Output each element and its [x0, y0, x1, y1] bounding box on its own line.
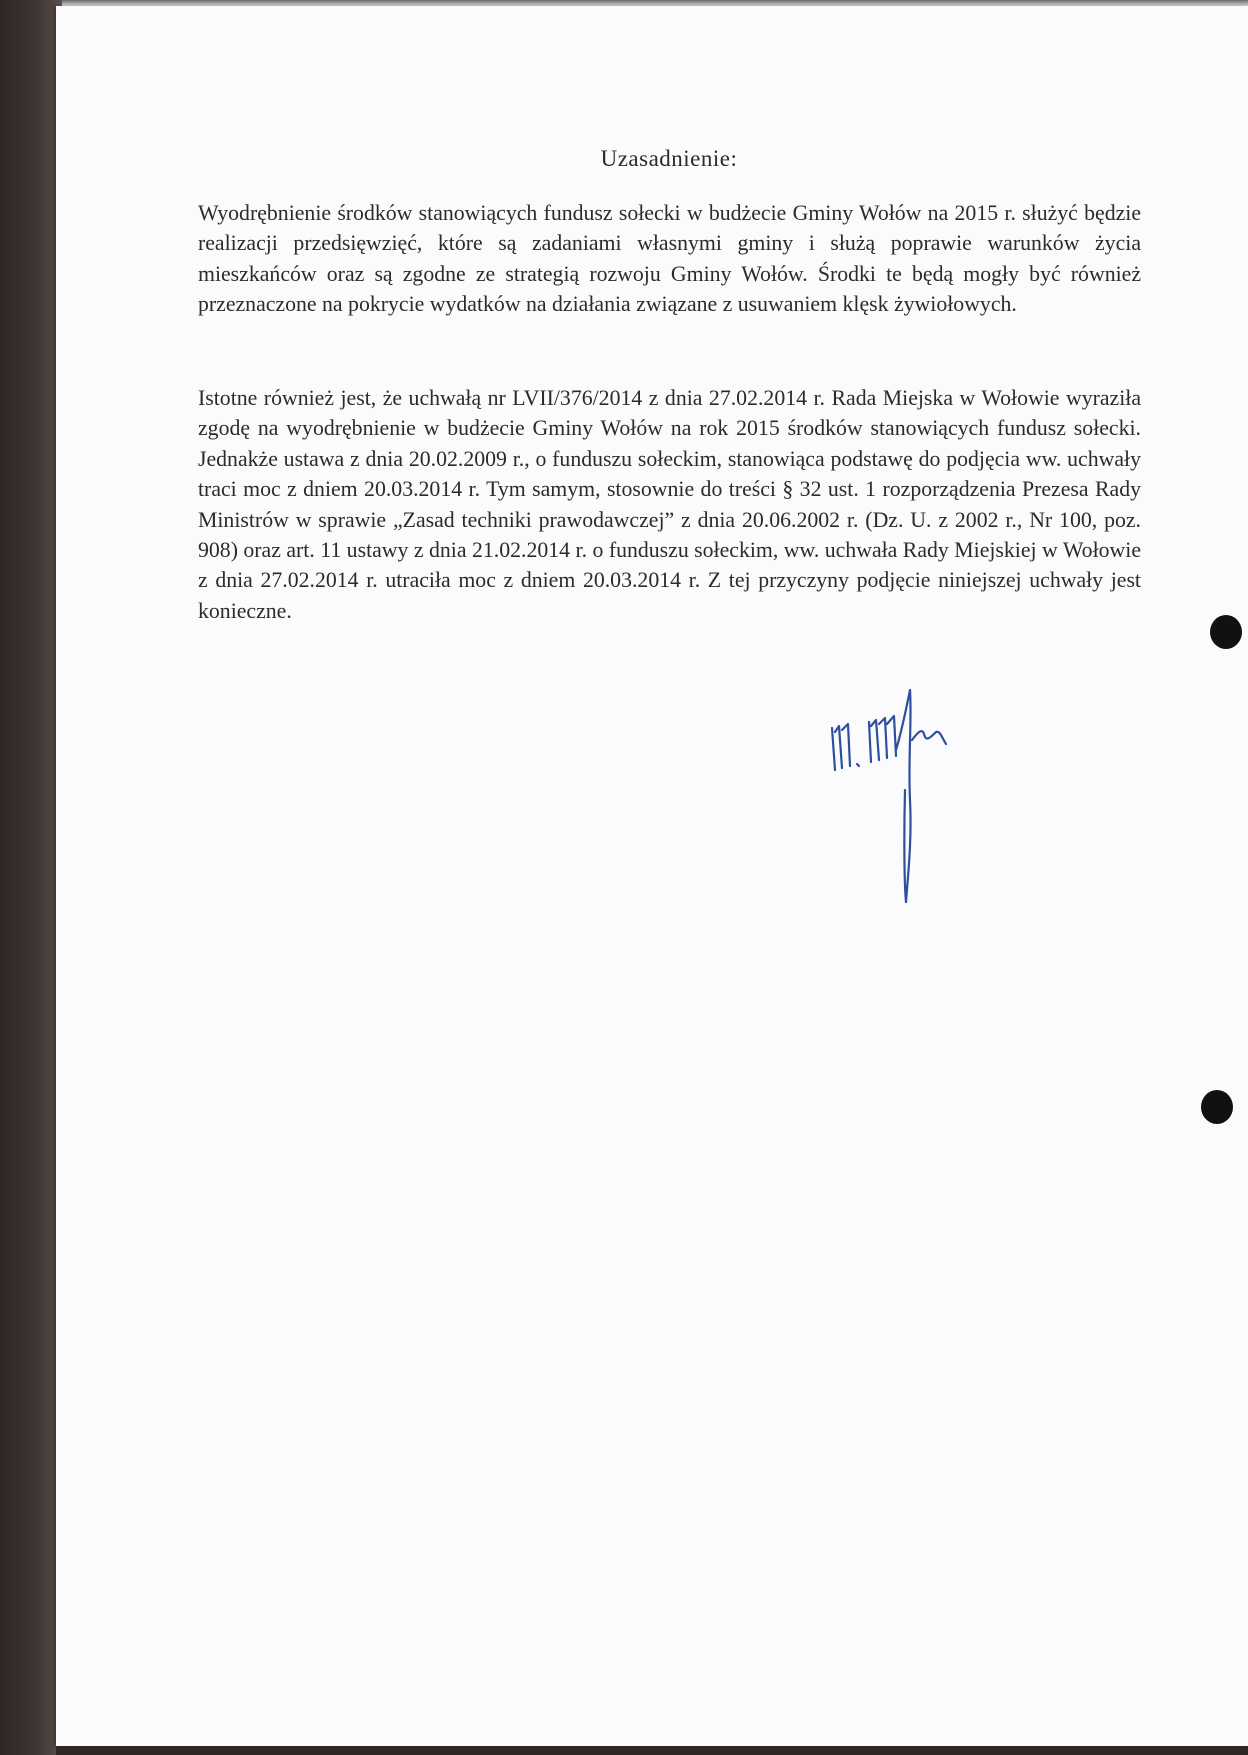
handwritten-signature — [824, 680, 974, 910]
document-title: Uzasadnienie: — [600, 146, 738, 171]
paragraph-1: Wyodrębnienie środków stanowiących fundusz sołecki w budżecie Gminy Wołów na 2015 r. służyć będzie realizacji przedsięwzięć, które są zadaniami własnymi gminy i służą poprawie warunków życia mieszkańców oraz są zgodne ze strategią rozwoju Gminy Wołów. Środki te będą mogły być również przeznaczone na pokrycie wydatków na działania związane z usuwaniem klęsk żywiołowych. — [198, 201, 1141, 317]
scan-border — [0, 0, 62, 1755]
punch-hole — [1210, 615, 1242, 649]
paragraph-2: Istotne również jest, że uchwałą nr LVII/376/2014 z dnia 27.02.2014 r. Rada Miejska w Wołowie wyraziła zgodę na wyodrębnienie w budżecie Gminy Wołów na rok 2015 środków stanowiących fundusz sołecki. Jednakże ustawa z dnia 20.02.2009 r., o funduszu sołeckim, stanowiąca podstawę do podjęcia ww. uchwały traci moc z dniem 20.03.2014 r. Tym samym, stosownie do treści § 32 ust. 1 rozporządzenia Prezesa Rady Ministrów w sprawie „Zasad techniki prawodawczej” z dnia 20.06.2002 r. (Dz. U. z 2002 r., Nr 100, poz. 908) oraz art. 11 ustawy z dnia 21.02.2014 r. o funduszu sołeckim, ww. uchwała Rady Miejskiej w Wołowie z dnia 27.02.2014 r. utraciła moc z dniem 20.03.2014 r. Z tej przyczyny podjęcie niniejszej uchwały jest konieczne. — [198, 386, 1141, 623]
punch-hole — [1201, 1090, 1233, 1124]
scan-border-bottom — [56, 1746, 1248, 1755]
